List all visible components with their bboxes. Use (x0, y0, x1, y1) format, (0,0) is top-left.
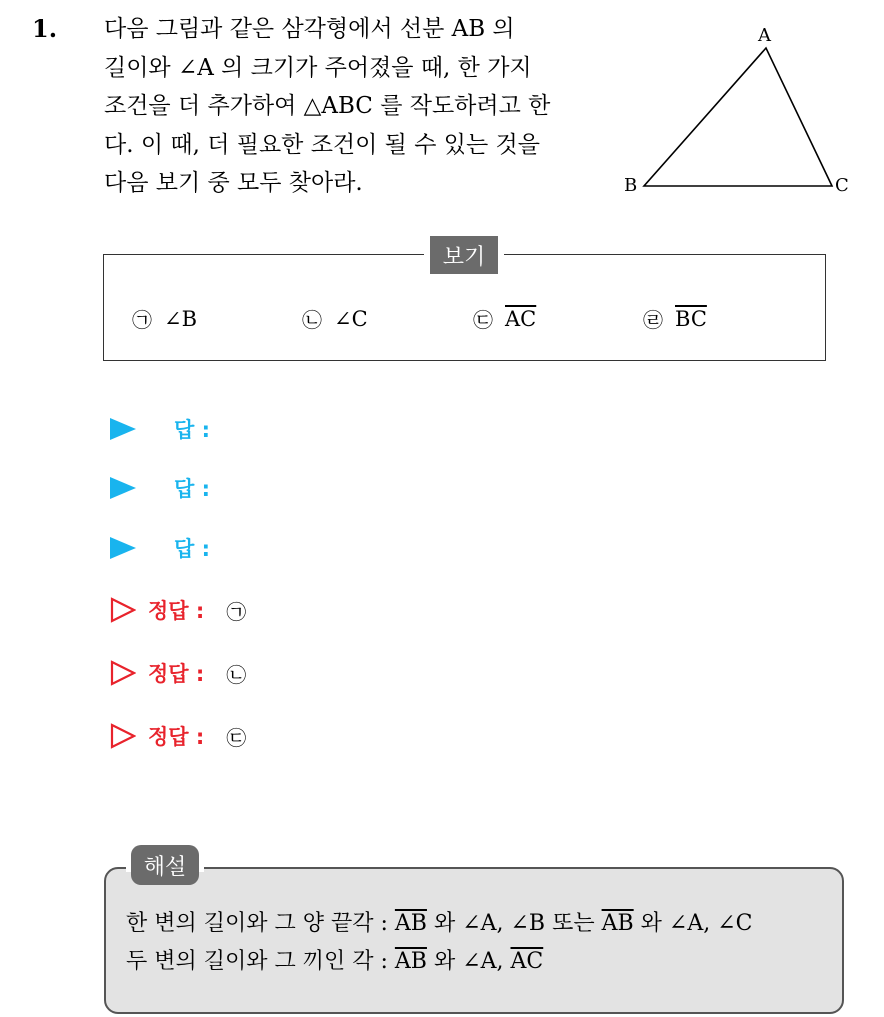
answer-row (110, 528, 210, 568)
question-number: 1. (32, 14, 58, 43)
choice-marker: ㉠ (132, 308, 152, 332)
explanation-line-1 (126, 906, 752, 937)
choice-2 (302, 304, 368, 333)
segment-label: $\overline{AB}$ (394, 911, 427, 936)
choice-text: $\overline{AC}$ (505, 306, 537, 331)
answer-label: 답 : (174, 418, 210, 442)
correct-label: 정답 : (148, 599, 205, 623)
play-icon (110, 477, 136, 499)
question-text (104, 10, 604, 203)
choice-text: ∠C (334, 306, 368, 331)
correct-value: ㉠ (226, 599, 247, 624)
explanation-title: 해설 (131, 845, 199, 885)
segment-label: $\overline{AB}$ (394, 949, 427, 974)
explanation-text: 와 ∠A, ∠B 또는 (426, 911, 602, 936)
triangle-outline-icon (110, 597, 136, 623)
explanation-text: 한 변의 길이와 그 양 끝각 : (126, 911, 395, 936)
segment-label: $\overline{AC}$ (510, 949, 544, 974)
question-line: 다음 그림과 같은 삼각형에서 선분 AB 의 (104, 16, 515, 42)
choice-1 (132, 304, 197, 333)
triangle-outline-icon (110, 723, 136, 749)
bogi-title: 보기 (430, 236, 498, 274)
question-line: 다. 이 때, 더 필요한 조건이 될 수 있는 것을 (104, 131, 540, 158)
correct-answer-row (110, 653, 246, 693)
vertex-c-label: C (835, 175, 849, 196)
choice-marker: ㉢ (473, 308, 493, 332)
segment-label: $\overline{AB}$ (601, 911, 634, 936)
correct-label: 정답 : (148, 662, 205, 686)
explanation-text: 두 변의 길이와 그 끼인 각 : (126, 949, 395, 974)
answer-row (110, 409, 210, 449)
question-line: 길이와 ∠A 의 크기가 주어졌을 때, 한 가지 (104, 54, 532, 81)
correct-label: 정답 : (148, 725, 205, 749)
correct-answer-row (110, 590, 246, 630)
correct-answer-row (110, 716, 246, 756)
play-icon (110, 418, 136, 440)
triangle-figure (620, 18, 860, 200)
answer-row (110, 468, 210, 508)
choice-4 (643, 304, 707, 333)
choice-text: ∠B (164, 306, 198, 331)
choice-text: $\overline{BC}$ (675, 306, 707, 331)
choice-3 (473, 304, 536, 333)
triangle-outline-icon (110, 660, 136, 686)
question-line: 조건을 더 추가하여 △ABC 를 작도하려고 한 (104, 93, 551, 119)
choice-marker: ㉡ (302, 308, 322, 332)
answer-label: 답 : (174, 477, 210, 501)
correct-value: ㉡ (226, 662, 247, 687)
vertex-a-label: A (758, 25, 771, 46)
answer-label: 답 : (174, 537, 210, 561)
triangle-shape (644, 48, 832, 186)
explanation-text: 와 ∠A, ∠C (633, 911, 753, 936)
explanation-text: 와 ∠A, (426, 949, 511, 974)
choice-marker: ㉣ (643, 308, 663, 332)
correct-value: ㉢ (226, 725, 247, 750)
question-line: 다음 보기 중 모두 찾아라. (104, 170, 363, 196)
vertex-b-label: B (624, 175, 638, 196)
explanation-box (104, 867, 844, 1014)
explanation-line-2 (126, 944, 543, 975)
play-icon (110, 537, 136, 559)
